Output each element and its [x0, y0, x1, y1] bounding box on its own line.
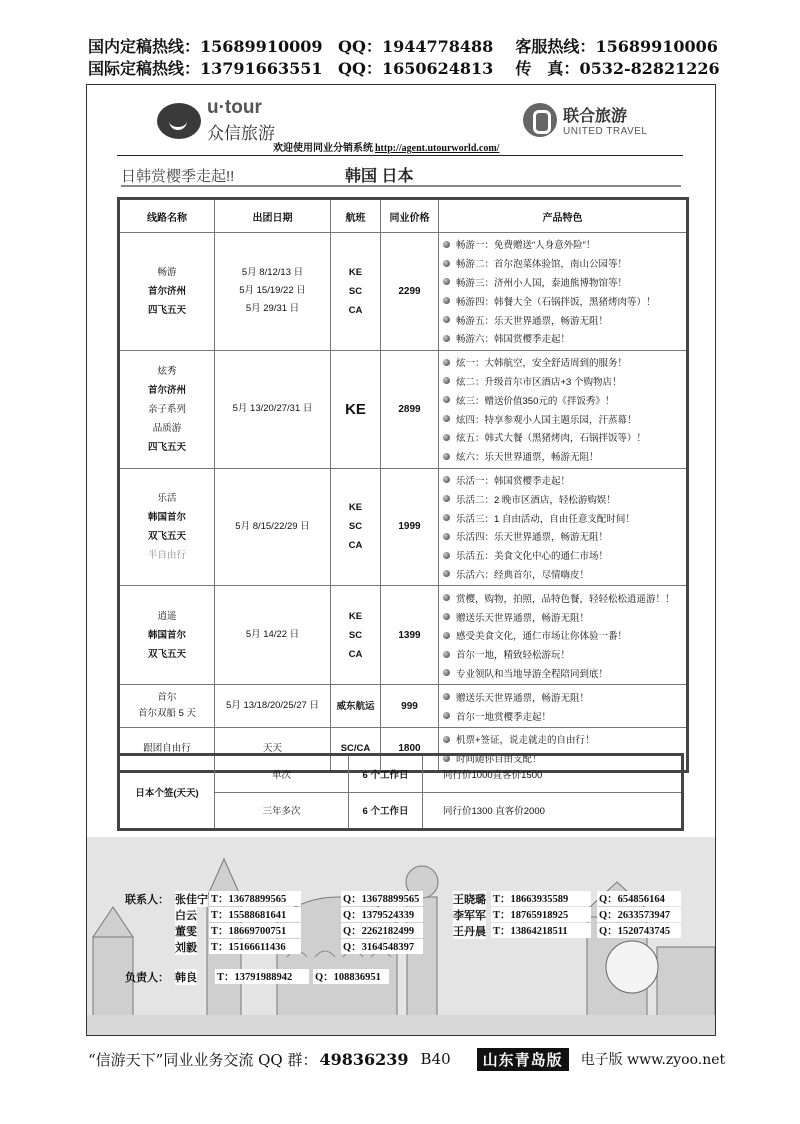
feature-text: 乐活五：美食文化中心的通仁市场！: [456, 551, 609, 563]
header-departure-dates: 出团日期: [215, 199, 331, 233]
domestic-hotline-number: 15689910009: [200, 37, 323, 56]
feature-text: 炫三：赠送价值350元的《拌饭秀》！: [456, 395, 615, 407]
route-row: [119, 685, 688, 728]
route-name-line: 跟团自由行: [143, 743, 191, 755]
contact-name: 董雯: [175, 923, 197, 939]
route-name-line: 亲子系列: [147, 403, 186, 415]
feature-item: [443, 730, 682, 749]
route-features: [439, 233, 688, 351]
feature-text: 乐活二：2 晚市区酒店，轻松游购娱！: [456, 494, 616, 506]
feature-text: 畅游二：首尔泡菜体验馆，南山公园等！: [456, 259, 628, 271]
feature-item: [443, 254, 682, 273]
bullet-icon: [443, 377, 450, 384]
feature-text: 乐活四：乐天世界通票，畅游无阻！: [456, 532, 609, 544]
intl-qq: 1650624813: [381, 59, 494, 78]
flight-code: CA: [348, 540, 363, 552]
feature-text: 炫六：乐天世界通票，畅游无阻！: [456, 452, 599, 464]
route-name: [119, 586, 215, 685]
service-hotline-number: 15689910006: [595, 37, 718, 56]
route-name-line: 逍遥: [157, 610, 177, 622]
contact-name: 李军军: [453, 907, 486, 923]
route-flights: [331, 233, 381, 351]
contact-qq: Q：654856164: [597, 891, 681, 906]
feature-item: [443, 428, 682, 447]
route-name: [119, 350, 215, 468]
feature-item: [443, 310, 682, 329]
contact-qq: Q：3164548397: [341, 939, 423, 954]
contact-phone: T：18765918925: [491, 907, 591, 922]
utour-logo-cn: 众信旅游: [207, 124, 275, 143]
feature-text: 感受美食文化，通仁市场让你体验一番！: [456, 631, 628, 643]
united-travel-logo: [523, 103, 647, 137]
route-name-line: 四飞五天: [147, 441, 186, 453]
portal-url-link[interactable]: http://agent.utourworld.com/: [375, 143, 500, 154]
route-name-line: 首尔济州: [147, 384, 186, 396]
route-date-line: 5月 15/19/22 日: [239, 285, 306, 297]
contact-qq: Q：2633573947: [597, 907, 681, 922]
bullet-icon: [443, 514, 450, 521]
visa-price: 同行价1300 直客价2000: [423, 792, 683, 830]
bullet-icon: [443, 335, 450, 342]
feature-text: 乐活一：韩国赏樱季走起！: [456, 475, 571, 487]
routes-table: [117, 197, 689, 773]
route-price: 2299: [381, 233, 439, 351]
visa-type: 三年多次: [215, 792, 349, 830]
contact-phone: T：15166611436: [209, 939, 301, 954]
qq-label: QQ：: [338, 37, 382, 56]
bullet-icon: [443, 712, 450, 719]
route-name-line: 畅游: [157, 266, 177, 278]
feature-item: [443, 471, 682, 490]
bullet-icon: [443, 651, 450, 658]
intl-hotline-number: 13791663551: [200, 59, 323, 78]
route-price: 999: [381, 685, 439, 728]
feature-item: [443, 489, 682, 508]
route-flights: [331, 468, 381, 586]
qq-group-number: 49836239: [319, 1049, 409, 1069]
feature-text: 畅游六：韩国赏樱季走起！: [456, 334, 571, 346]
header-route-name: 线路名称: [119, 199, 215, 233]
domestic-hotline-label: 国内定稿热线：: [88, 37, 201, 56]
route-dates: [215, 685, 331, 728]
route-dates: [215, 468, 331, 586]
bullet-icon: [443, 316, 450, 323]
visa-label: 日本个签(天天): [119, 755, 215, 830]
contact-name: 张佳宁: [175, 891, 208, 907]
route-date-line: 5月 8/12/13 日: [241, 267, 304, 279]
flight-code: CA: [348, 304, 363, 316]
edition-badge: 山东青岛版: [477, 1048, 569, 1071]
route-name-line: 乐活: [157, 492, 177, 504]
route-price: 2899: [381, 350, 439, 468]
qq-label: QQ：: [338, 59, 382, 78]
fax-label: 传 真：: [515, 59, 580, 78]
flight-code: 威东航运: [336, 700, 375, 712]
hotline-block: [88, 36, 728, 80]
contacts-block: [87, 837, 715, 1036]
hotline-row-domestic: [88, 36, 728, 58]
route-date-line: 天天: [262, 742, 282, 754]
header-price: 同业价格: [381, 199, 439, 233]
bullet-icon: [443, 476, 450, 483]
bullet-icon: [443, 570, 450, 577]
feature-item: [443, 508, 682, 527]
bullet-icon: [443, 613, 450, 620]
feature-text: 畅游四：韩餐大全（石锅拌饭，黑猪烤肉等）！: [456, 296, 656, 308]
header-flight: 航班: [331, 199, 381, 233]
feature-text: 畅游五：乐天世界通票，畅游无阻！: [456, 315, 609, 327]
bullet-icon: [443, 594, 450, 601]
route-date-line: 5月 29/31 日: [245, 303, 300, 315]
feature-item: [443, 645, 682, 664]
feature-item: [443, 626, 682, 645]
route-dates: [215, 233, 331, 351]
route-flights: [331, 350, 381, 468]
united-travel-cn: 联合旅游: [563, 108, 628, 125]
visa-type: 单次: [215, 755, 349, 793]
feature-item: [443, 565, 682, 584]
feature-text: 乐活三：1 自由活动，自由任意支配时间！: [456, 513, 635, 525]
bullet-icon: [443, 434, 450, 441]
flight-code: KE: [345, 400, 366, 418]
contact-name: 刘毅: [175, 939, 197, 955]
manager-name: 韩良: [175, 969, 197, 985]
feature-text: 专业领队和当地导游全程陪同到底！: [456, 668, 609, 680]
visa-processing-days: 6 个工作日: [349, 755, 423, 793]
feature-text: 畅游三：济州小人国，泰迪熊博物馆等！: [456, 277, 628, 289]
route-row: [119, 233, 688, 351]
feature-item: [443, 664, 682, 683]
visa-table: [117, 753, 684, 831]
contact-qq: Q：2262182499: [341, 923, 423, 938]
feature-text: 机票+签证，说走就走的自由行！: [456, 735, 595, 747]
route-dates: [215, 350, 331, 468]
feature-item: [443, 390, 682, 409]
feature-text: 炫四：特享参观小人国主题乐园，汗蒸幕！: [456, 414, 637, 426]
epaper-link[interactable]: 电子版 www.zyoo.net: [580, 1052, 726, 1068]
visa-price: 同行价1000直客价1500: [423, 755, 683, 793]
subtitle-bar: [121, 163, 681, 187]
domestic-qq: 1944778488: [381, 37, 494, 56]
feature-text: 赠送乐天世界通票，畅游无阻！: [456, 692, 590, 704]
contact-phone: T：18663935589: [491, 891, 591, 906]
qq-group-text: “信游天下”同业业务交流 QQ 群：: [88, 1050, 318, 1069]
route-name-line: 韩国首尔: [147, 629, 186, 641]
bullet-icon: [443, 241, 450, 248]
bullet-icon: [443, 693, 450, 700]
route-name-line: 四飞五天: [147, 304, 186, 316]
route-features: [439, 586, 688, 685]
feature-item: [443, 447, 682, 466]
bullet-icon: [443, 533, 450, 540]
route-date-line: 5月 14/22 日: [245, 629, 300, 641]
intl-hotline-label: 国际定稿热线：: [88, 59, 201, 78]
feature-item: [443, 409, 682, 428]
route-flights: [331, 685, 381, 728]
flight-code: CA: [348, 648, 363, 660]
route-date-line: 5月 13/20/27/31 日: [232, 403, 313, 415]
contact-qq: Q：1520743745: [597, 923, 681, 938]
manager-label: 负责人：: [125, 972, 169, 984]
route-name-line: 首尔济州: [147, 285, 186, 297]
route-name: [119, 233, 215, 351]
route-name: [119, 468, 215, 586]
route-name-line: 炫秀: [157, 365, 177, 377]
page-number: B40: [420, 1050, 451, 1068]
visa-row: [119, 755, 683, 793]
route-row: [119, 350, 688, 468]
service-hotline-label: 客服热线：: [515, 37, 596, 56]
contact-phone: T：18669700751: [209, 923, 301, 938]
route-date-line: 5月 8/15/22/29 日: [235, 520, 310, 532]
feature-text: 炫五：韩式大餐（黑猪烤肉，石锅拌饭等）！: [456, 433, 647, 445]
feature-text: 赠送乐天世界通票，畅游无阻！: [456, 612, 590, 624]
feature-text: 乐活六：经典首尔，尽情嗨皮！: [456, 569, 590, 581]
route-features: [439, 468, 688, 586]
bullet-icon: [443, 396, 450, 403]
route-name-line: 品质游: [152, 422, 182, 434]
route-dates: [215, 586, 331, 685]
feature-text: 畅游一：免费赠送“人身意外险”！: [456, 240, 596, 252]
contact-phone: T：13678899565: [209, 891, 301, 906]
bullet-icon: [443, 552, 450, 559]
flight-code: SC: [348, 521, 363, 533]
contact-name: 王丹晨: [453, 923, 486, 939]
header-divider: [117, 155, 683, 156]
bullet-icon: [443, 260, 450, 267]
flight-code: SC/CA: [340, 743, 371, 755]
route-flights: [331, 586, 381, 685]
bullet-icon: [443, 632, 450, 639]
route-features: [439, 685, 688, 728]
feature-item: [443, 687, 682, 706]
bullet-icon: [443, 359, 450, 366]
feature-text: 首尔一地，精致轻松游玩！: [456, 650, 571, 662]
route-name-line: 双飞五天: [147, 648, 186, 660]
bullet-icon: [443, 669, 450, 676]
route-price: 1800: [381, 727, 439, 771]
hotline-row-international: [88, 58, 728, 80]
contact-name: 王晓璐: [453, 891, 486, 907]
feature-item: [443, 273, 682, 292]
route-features: [439, 350, 688, 468]
contact-qq: Q：1379524339: [341, 907, 423, 922]
feature-item: [443, 588, 682, 607]
feature-text: 时间随你自由支配！: [456, 754, 542, 766]
route-price: 1399: [381, 586, 439, 685]
portal-text: 欢迎使用同业分销系统: [273, 143, 373, 154]
feature-text: 炫一：大韩航空，安全舒适周到的服务！: [456, 358, 628, 370]
visa-processing-days: 6 个工作日: [349, 792, 423, 830]
bullet-icon: [443, 453, 450, 460]
route-row: [119, 586, 688, 685]
route-name-line: 半自由行: [147, 549, 186, 561]
portal-line: [273, 139, 499, 154]
header-features: 产品特色: [439, 199, 688, 233]
feature-text: 首尔一地赏樱季走起！: [456, 711, 552, 723]
route-name-line: 韩国首尔: [147, 511, 186, 523]
landmarks-illustration: [87, 837, 715, 1036]
bullet-icon: [443, 415, 450, 422]
route-price: 1999: [381, 468, 439, 586]
feature-text: 赏樱，购物，拍照，品特色餐，轻轻松松逍遥游！！: [456, 593, 675, 605]
contact-name: 白云: [175, 907, 197, 923]
contact-qq: Q：13678899565: [341, 891, 423, 906]
route-date-line: 5月 13/18/20/25/27 日: [226, 700, 319, 712]
route-row: [119, 468, 688, 586]
flight-code: KE: [348, 266, 363, 278]
bullet-icon: [443, 736, 450, 743]
bullet-icon: [443, 297, 450, 304]
utour-logo-icon: [157, 103, 201, 139]
bullet-icon: [443, 278, 450, 285]
subtitle-destinations: 韩国 日本: [345, 168, 414, 185]
feature-item: [443, 546, 682, 565]
flight-code: KE: [348, 610, 363, 622]
flight-code: KE: [348, 502, 363, 514]
feature-item: [443, 235, 682, 254]
united-travel-en: UNITED TRAVEL: [563, 126, 648, 137]
route-name-line: 首尔双船 5 天: [137, 708, 197, 720]
fax-number: 0532-82821226: [579, 59, 720, 78]
feature-item: [443, 607, 682, 626]
bullet-icon: [443, 495, 450, 502]
utour-logo: [157, 97, 275, 144]
route-name: [119, 685, 215, 728]
contacts-label: 联系人：: [125, 894, 169, 906]
manager-phone: T：13791988942: [215, 969, 309, 984]
contact-phone: T：15588681641: [209, 907, 301, 922]
route-name-line: 双飞五天: [147, 530, 186, 542]
route-name-line: 首尔: [157, 692, 177, 704]
advert-frame: [86, 84, 716, 1036]
feature-item: [443, 329, 682, 348]
contact-phone: T：13864218511: [491, 923, 591, 938]
footer: [88, 1044, 728, 1074]
feature-item: [443, 372, 682, 391]
feature-item: [443, 291, 682, 310]
flight-code: SC: [348, 285, 363, 297]
feature-item: [443, 706, 682, 725]
utour-logo-en: u·tour: [207, 97, 262, 118]
subtitle-slogan: 日韩赏樱季走起!!: [121, 168, 235, 185]
united-travel-logo-icon: [523, 103, 557, 137]
routes-header-row: [119, 199, 688, 233]
manager-qq: Q：108836951: [313, 969, 389, 984]
flight-code: SC: [348, 629, 363, 641]
feature-text: 炫二：升级首尔市区酒店+3 个购物店！: [456, 376, 622, 388]
feature-item: [443, 527, 682, 546]
feature-item: [443, 353, 682, 372]
